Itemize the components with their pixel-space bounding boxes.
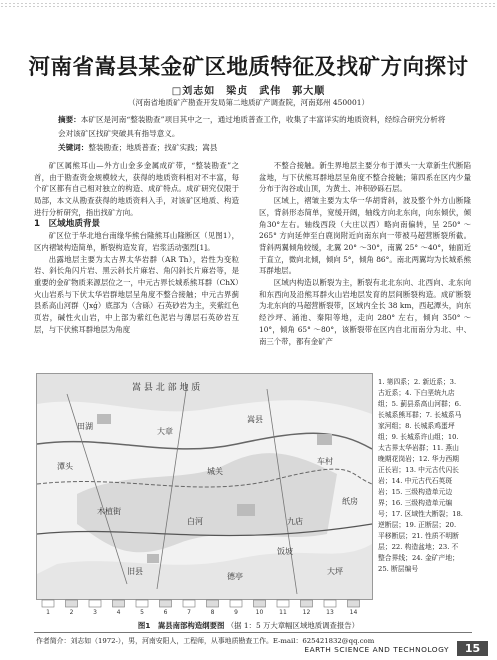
legend-symbol-box <box>254 600 266 607</box>
map-place-label: 潭头 <box>57 462 73 471</box>
section-paragraph: 出露地层主要为太古界太华岩群（AR Th），岩性为变粒岩、斜长角闪片岩、黑云斜长片麻岩、角闪斜长片麻岩等，是重要的金矿物质来源层位之一，中元古界长城系熊耳群（ChX）火山岩系与下伏太华岩群地层呈角度不整合接触；中元古界蓟县系高山河群（Jxǵ）底部为（含砾）石英砂岩为主，夹紫红色页岩，碱性火山岩，中上部为紫红色泥岩与薄层石英砂岩互层，与下伏熊耳群地层为角度 <box>34 254 239 334</box>
legend-symbol-number: 8 <box>210 609 215 615</box>
legend-symbol-number: 4 <box>116 609 121 615</box>
legend-symbol-number: 7 <box>187 609 191 615</box>
map-place-label: 白河 <box>187 517 203 526</box>
legend-symbol-box <box>113 600 125 607</box>
map-title: 嵩 县 北 部 地 质 <box>132 383 201 393</box>
legend-symbol-number: 5 <box>140 609 144 615</box>
abstract <box>58 113 448 140</box>
map-drawing <box>37 374 372 599</box>
legend-symbol-box <box>160 600 172 607</box>
legend-symbol-box <box>183 600 195 607</box>
map-place-label: 嵩县 <box>247 415 263 424</box>
keywords-label: 关键词： <box>58 143 89 152</box>
figure-caption <box>0 620 497 631</box>
map-place-label: 大章 <box>157 427 173 436</box>
legend-symbol-number: 3 <box>93 609 97 615</box>
map-place-label: 车村 <box>317 457 333 466</box>
map-place-label: 纸房 <box>342 497 358 506</box>
legend-symbol-box <box>136 600 148 607</box>
body-paragraph: 区域内构造以断裂为主，断裂有北北东向、北西向、北东向和东西向及沿熊耳群火山岩地层发育的层间断裂构造。成矿断裂为北东向的马超营断裂带，区域内全长 38 km，西起潭头，向东经沙坪、涌池、秦阳等地，走向 280° 左右，倾向 350° ～10°，倾角 65° ～80°，该断裂带在区内自北而南分为北、中、南三个带，都有金矿产 <box>259 278 471 346</box>
legend-symbol-number: 9 <box>234 609 238 615</box>
right-column <box>259 160 471 347</box>
keywords-text: 整装勘查；地质普查；找矿实践；嵩县 <box>88 143 218 152</box>
legend-symbol-box <box>230 600 242 607</box>
legend-symbol-box <box>324 600 336 607</box>
legend-symbol-box <box>89 600 101 607</box>
legend-symbol-number: 2 <box>69 609 74 615</box>
section-paragraph: 矿区位于华北地台南缘华熊台隆熊耳山隆断区（见图1），区内褶皱构造简单，断裂构造发育，岩浆活动强烈[1]。 <box>34 231 239 252</box>
legend-symbol-box <box>66 600 78 607</box>
legend-symbol-number: 1 <box>46 609 50 615</box>
body-paragraph: 不整合接触。新生界地层主要分布于潭头一大章新生代断陷盆地，与下伏熊耳群地层呈角度不整合接触；第四系在区内少量分布于沟谷或山顶，为黄土、冲积砂砾石层。 <box>259 161 471 194</box>
body-paragraph: 区域上，褶皱主要为太华一华胡背斜，波及整个外方山断隆区，背斜形态简单，宽缓开阔，轴线方向北东向，向东倾伏，倾角30°左右。轴线西段（大庄以西）略向南偏转，呈 250° ～ 265° 方向延伸至白鹿岗附近向南东向一带被马超营断裂所截。背斜两翼倾角较缓，北翼 20° ～30°，南翼 25° ～40°，轴面近于直立，微向北倾，倾向 5°，倾角 86°。南北两翼均为长城系熊耳群地层。 <box>259 196 471 276</box>
article-title: 河南省嵩县某金矿区地质特征及找矿方向探讨 <box>28 55 469 80</box>
map-place-label: 德亭 <box>227 572 243 581</box>
author-footnote: 作者简介：刘志如（1972-），男，河南安阳人，工程师，从事地质勘查工作。E-mail：625421832@qq.com <box>36 637 375 645</box>
legend-symbol-number: 6 <box>163 609 168 615</box>
affiliation: （河南省地质矿产勘查开发局第二地质矿产调查院，河南郑州 450001） <box>127 98 369 107</box>
map-place-label: 大坪 <box>327 567 343 576</box>
legend-symbol-box <box>207 600 219 607</box>
legend-symbol-box <box>277 600 289 607</box>
section-heading: 1 区域地质背景 <box>34 218 101 229</box>
legend-symbol-number: 14 <box>349 609 358 615</box>
map-place-label: 旧县 <box>127 567 143 576</box>
legend-symbol-number: 12 <box>302 609 311 615</box>
caption-note: （据 1：5 万大章幅区域地质调查报告） <box>226 621 360 630</box>
top-dotted-border <box>0 2 497 9</box>
map-place-label: 田湖 <box>77 422 93 431</box>
legend-symbol-box <box>348 600 360 607</box>
map-place-label: 木植街 <box>97 507 121 516</box>
legend-symbol-box <box>42 600 54 607</box>
abstract-label: 摘要： <box>58 115 81 124</box>
caption-label: 图1 嵩县南部构造纲要图 <box>137 621 225 630</box>
keywords <box>58 142 448 153</box>
intro-paragraph: 矿区属熊耳山—外方山金多金属成矿带，“整装勘查”之首，由于勘查资金规模较大，获得的地质资料相对不丰富，每个矿区都有自己相对独立的构造、成矿特点。成矿研究仅限于局部，本文从勘查获得的地质资料入手，对该矿区地质、构造进行分析研究，指出找矿方向。 <box>34 161 239 217</box>
journal-name: EARTH SCIENCE AND TECHNOLOGY <box>304 645 449 654</box>
legend-symbol-number: 11 <box>279 609 287 615</box>
page-number: 15 <box>457 641 488 656</box>
legend-symbol-box <box>301 600 313 607</box>
left-column <box>34 160 239 336</box>
footnote-rule <box>34 632 472 633</box>
geological-map <box>36 373 373 600</box>
map-place-label: 城关 <box>207 467 223 476</box>
author-list: □刘志如 梁贞 武伟 郭大顺 <box>171 86 326 97</box>
legend-symbol-number: 13 <box>326 609 334 615</box>
map-place-label: 饭坡 <box>277 547 293 556</box>
map-place-label: 九店 <box>287 517 303 526</box>
map-legend: 1. 第四系；2. 新近系；3. 古近系；4. 下白垩统九店组；5. 蓟县系高山河群；6. 长城系熊耳群；7. 长城系马家河组；8. 长城系鸡蛋坪组；9. 长城系许山组；10. 太古界太华岩群；11. 燕山晚期花岗岩；12. 华力西期正长岩；13. 中元古代闪长岩；14. 中元古代石英斑岩；15. 三级构造单元边界；16. 三级构造单元编号；17. 区域性大断裂；18. 逆断层；19. 正断层；20. 平移断层；21. 性质不明断层；22. 构造盆地；23. 不整合界线；24. 金矿产地；25. 断层编号 <box>373 373 469 598</box>
legend-symbol-row <box>36 599 373 615</box>
legend-symbol-number: 10 <box>255 609 264 615</box>
legend-symbols <box>36 599 373 615</box>
abstract-text: 本矿区是河南“整装勘查”项目其中之一，通过地质普查工作，收集了丰富详实的地质资料，经综合研究分析将会对该矿区找矿突破具有指导意义。 <box>58 115 446 138</box>
